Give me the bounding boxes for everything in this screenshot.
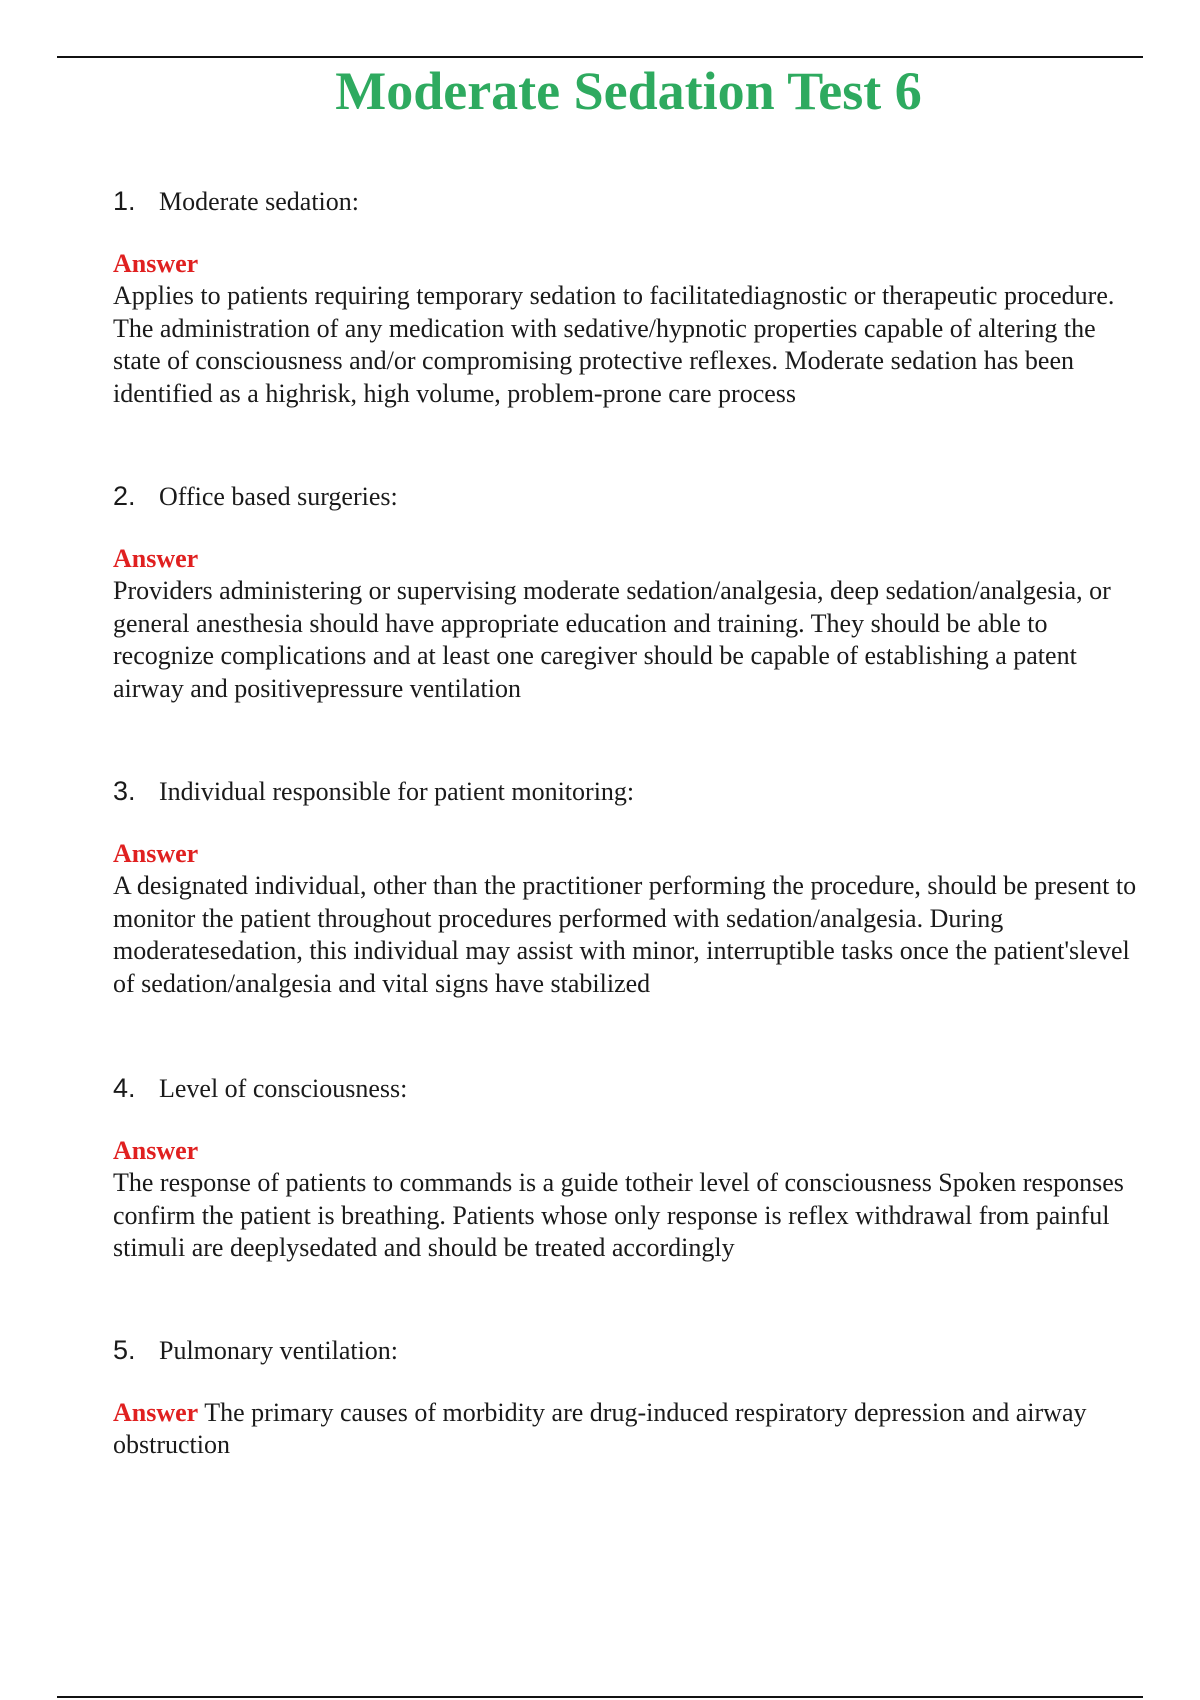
answer-text: A designated individual, other than the practitioner performing the procedure, should be present to monitor the patient throughout procedures performed with sedation/analgesia. During moderatesedation, this individual may assist with minor, interruptible tasks once the patient'slevel of sedation/analgesia and vital signs have stabilized — [113, 871, 1137, 998]
question-text: Pulmonary ventilation: — [159, 1336, 399, 1365]
page-title: Moderate Sedation Test 6 — [335, 61, 922, 121]
question-number: 1. — [113, 186, 136, 216]
answer — [113, 1397, 1143, 1462]
question-number: 2. — [113, 481, 136, 511]
answer-label: Answer — [113, 839, 199, 868]
answer-text: Applies to patients requiring temporary sedation to facilitatediagnostic or therapeutic procedure. The administration of any medication with sedative/hypnotic properties capable of altering the state of consciousness and/or compromising protective reflexes. Moderate sedation has been identified as a highrisk, high volume, problem-prone care process — [113, 281, 1115, 408]
answer — [113, 248, 1143, 410]
question-number: 4. — [113, 1073, 136, 1103]
answer-text: Providers administering or supervising moderate sedation/analgesia, deep sedation/analgesia, or general anesthesia should have appropriate education and training. They should be able to recognize complications and at least one caregiver should be capable of establishing a patent airway and positivepressure ventilation — [113, 576, 1111, 703]
answer — [113, 1135, 1143, 1265]
question — [113, 1335, 1143, 1365]
answer-text: The response of patients to commands is a guide totheir level of consciousness Spoken responses confirm the patient is breathing. Patients whose only response is reflex withdrawal from painful stimuli are deeplysedated and should be treated accordingly — [113, 1168, 1124, 1263]
question — [113, 481, 1143, 511]
answer — [113, 543, 1143, 705]
question — [113, 776, 1143, 806]
question-text: Individual responsible for patient monitoring: — [159, 777, 635, 806]
question-number: 5. — [113, 1335, 136, 1365]
question — [113, 186, 1143, 216]
question-text: Office based surgeries: — [159, 482, 398, 511]
answer — [113, 838, 1143, 1000]
answer-label: Answer — [113, 1136, 199, 1165]
question-text: Moderate sedation: — [159, 187, 359, 216]
bottom-rule — [57, 1696, 1143, 1698]
question-number: 3. — [113, 776, 136, 806]
qa-item-2 — [113, 481, 1143, 705]
qa-item-4 — [113, 1073, 1143, 1265]
answer-label: Answer — [113, 1398, 199, 1427]
qa-item-1 — [113, 186, 1143, 410]
qa-item-3 — [113, 776, 1143, 1000]
question — [113, 1073, 1143, 1103]
question-text: Level of consciousness: — [159, 1074, 408, 1103]
answer-text: The primary causes of morbidity are drug-induced respiratory depression and airway obstruction — [113, 1398, 1087, 1460]
answer-label: Answer — [113, 544, 199, 573]
qa-item-5 — [113, 1335, 1143, 1462]
answer-label: Answer — [113, 249, 199, 278]
